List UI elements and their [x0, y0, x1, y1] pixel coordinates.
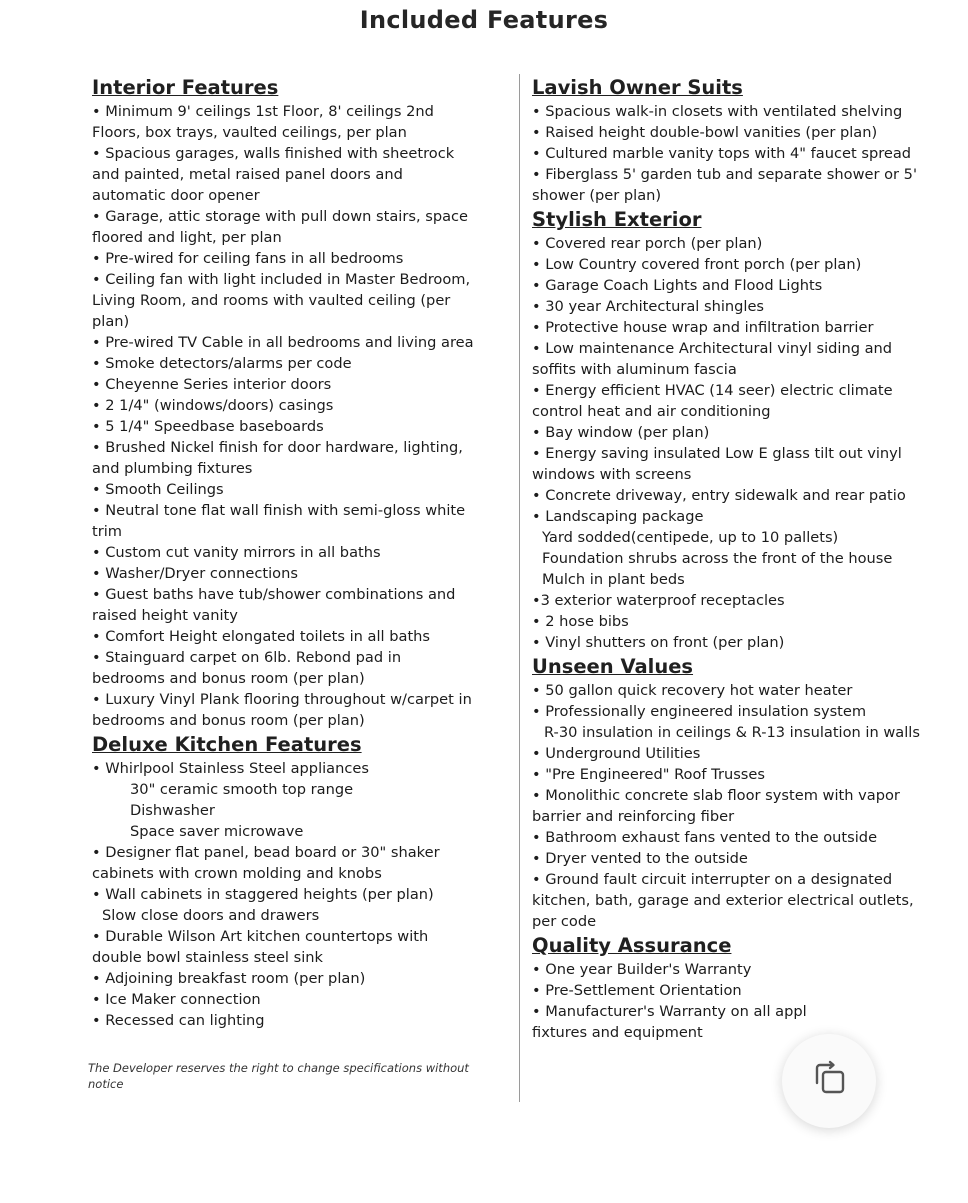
list-item: • Protective house wrap and infiltration barrier [532, 319, 874, 336]
list-item: • Custom cut vanity mirrors in all baths [92, 544, 381, 561]
list-item: •3 exterior waterproof receptacles [532, 592, 785, 609]
list-item: • Bathroom exhaust fans vented to the outside [532, 829, 878, 846]
list-item: • Washer/Dryer connections [92, 565, 298, 582]
list-item: • Fiberglass 5' garden tub and separate shower or 5' shower (per plan) [532, 166, 917, 204]
list-item: • Designer flat panel, bead board or 30" shaker cabinets with crown molding and knobs [92, 844, 440, 882]
list-item: • Ground fault circuit interrupter on a designated kitchen, bath, garage and exterior electrical outlets, per code [532, 871, 914, 930]
unseen-values-heading: Unseen Values [532, 655, 694, 678]
list-item: • Spacious walk-in closets with ventilated shelving [532, 103, 903, 120]
list-item: • Pre-wired TV Cable in all bedrooms and living area [92, 334, 474, 351]
list-item: • 5 1/4" Speedbase baseboards [92, 418, 324, 435]
list-item: • "Pre Engineered" Roof Trusses [532, 766, 765, 783]
list-item: • Garage Coach Lights and Flood Lights [532, 277, 823, 294]
list-item: • Concrete driveway, entry sidewalk and rear patio [532, 487, 906, 504]
list-item: • Ice Maker connection [92, 991, 261, 1008]
list-item: • Ceiling fan with light included in Master Bedroom, Living Room, and rooms with vaulted ceiling (per plan) [92, 271, 471, 330]
interior-features-heading: Interior Features [92, 76, 279, 99]
owner-suits-heading: Lavish Owner Suits [532, 76, 743, 99]
sub-item: Yard sodded(centipede, up to 10 pallets) [542, 529, 839, 546]
sub-item: Space saver microwave [130, 823, 304, 840]
list-item: • 50 gallon quick recovery hot water heater [532, 682, 853, 699]
stylish-exterior-heading: Stylish Exterior [532, 208, 702, 231]
list-item: • Cheyenne Series interior doors [92, 376, 332, 393]
list-item: • Manufacturer's Warranty on all appl [532, 1003, 807, 1020]
list-item: • 30 year Architectural shingles [532, 298, 765, 315]
list-item: • Minimum 9' ceilings 1st Floor, 8' ceilings 2nd Floors, box trays, vaulted ceilings, per plan [92, 103, 434, 141]
list-item: • Brushed Nickel finish for door hardware, lighting, and plumbing fixtures [92, 439, 463, 477]
sub-item: Foundation shrubs across the front of the house [542, 550, 893, 567]
list-item: • Energy saving insulated Low E glass tilt out vinyl windows with screens [532, 445, 902, 483]
list-item: • Luxury Vinyl Plank flooring throughout w/carpet in bedrooms and bonus room (per plan) [92, 691, 472, 729]
list-item: • Monolithic concrete slab floor system with vapor barrier and reinforcing fiber [532, 787, 900, 825]
page-title: Included Features [359, 6, 609, 34]
list-item: • Vinyl shutters on front (per plan) [532, 634, 785, 651]
disclaimer-footnote: The Developer reserves the right to change specifications without notice [88, 1061, 469, 1091]
list-item: • Recessed can lighting [92, 1012, 265, 1029]
list-item: • Spacious garages, walls finished with sheetrock and painted, metal raised panel doors and automatic door opener [92, 145, 455, 204]
list-item: • Guest baths have tub/shower combinations and raised height vanity [92, 586, 456, 624]
list-item: • Bay window (per plan) [532, 424, 710, 441]
left-column [92, 74, 478, 1031]
list-item: • Low Country covered front porch (per plan) [532, 256, 862, 273]
list-item: • Underground Utilities [532, 745, 701, 762]
list-item: • Adjoining breakfast room (per plan) [92, 970, 366, 987]
sub-item: Dishwasher [130, 802, 215, 819]
list-item: R-30 insulation in ceilings & R-13 insulation in walls [544, 724, 920, 741]
list-item: • Smooth Ceilings [92, 481, 224, 498]
list-item: • Wall cabinets in staggered heights (per plan) [92, 886, 434, 903]
quality-assurance-heading: Quality Assurance [532, 934, 732, 957]
list-item: fixtures and equipment [532, 1024, 703, 1041]
kitchen-features-heading: Deluxe Kitchen Features [92, 733, 362, 756]
copy-button[interactable] [782, 1034, 876, 1128]
list-item: • Energy efficient HVAC (14 seer) electric climate control heat and air conditioning [532, 382, 893, 420]
list-item: • Garage, attic storage with pull down stairs, space floored and light, per plan [92, 208, 469, 246]
list-item: • 2 1/4" (windows/doors) casings [92, 397, 334, 414]
list-item: • One year Builder's Warranty [532, 961, 752, 978]
list-item: • Whirlpool Stainless Steel appliances [92, 760, 369, 777]
list-item: • Comfort Height elongated toilets in all baths [92, 628, 431, 645]
list-item: • Cultured marble vanity tops with 4" faucet spread [532, 145, 912, 162]
list-item: • Dryer vented to the outside [532, 850, 748, 867]
right-column [532, 74, 924, 1043]
list-item: • Covered rear porch (per plan) [532, 235, 763, 252]
list-item: • Durable Wilson Art kitchen countertops with double bowl stainless steel sink [92, 928, 429, 966]
sub-item: Mulch in plant beds [542, 571, 685, 588]
column-divider [519, 74, 520, 1102]
list-item: • Stainguard carpet on 6lb. Rebond pad in bedrooms and bonus room (per plan) [92, 649, 402, 687]
list-item: • Neutral tone flat wall finish with semi-gloss white trim [92, 502, 466, 540]
list-item: • Pre-Settlement Orientation [532, 982, 742, 999]
list-item: • Low maintenance Architectural vinyl siding and soffits with aluminum fascia [532, 340, 893, 378]
list-item: • 2 hose bibs [532, 613, 629, 630]
list-item: • Pre-wired for ceiling fans in all bedrooms [92, 250, 404, 267]
list-item: • Professionally engineered insulation system [532, 703, 867, 720]
sub-item: 30" ceramic smooth top range [130, 781, 354, 798]
sub-item: Slow close doors and drawers [102, 907, 320, 924]
copy-icon [809, 1059, 849, 1103]
list-item: • Raised height double-bowl vanities (per plan) [532, 124, 878, 141]
list-item: • Smoke detectors/alarms per code [92, 355, 352, 372]
list-item: • Landscaping package [532, 508, 704, 525]
